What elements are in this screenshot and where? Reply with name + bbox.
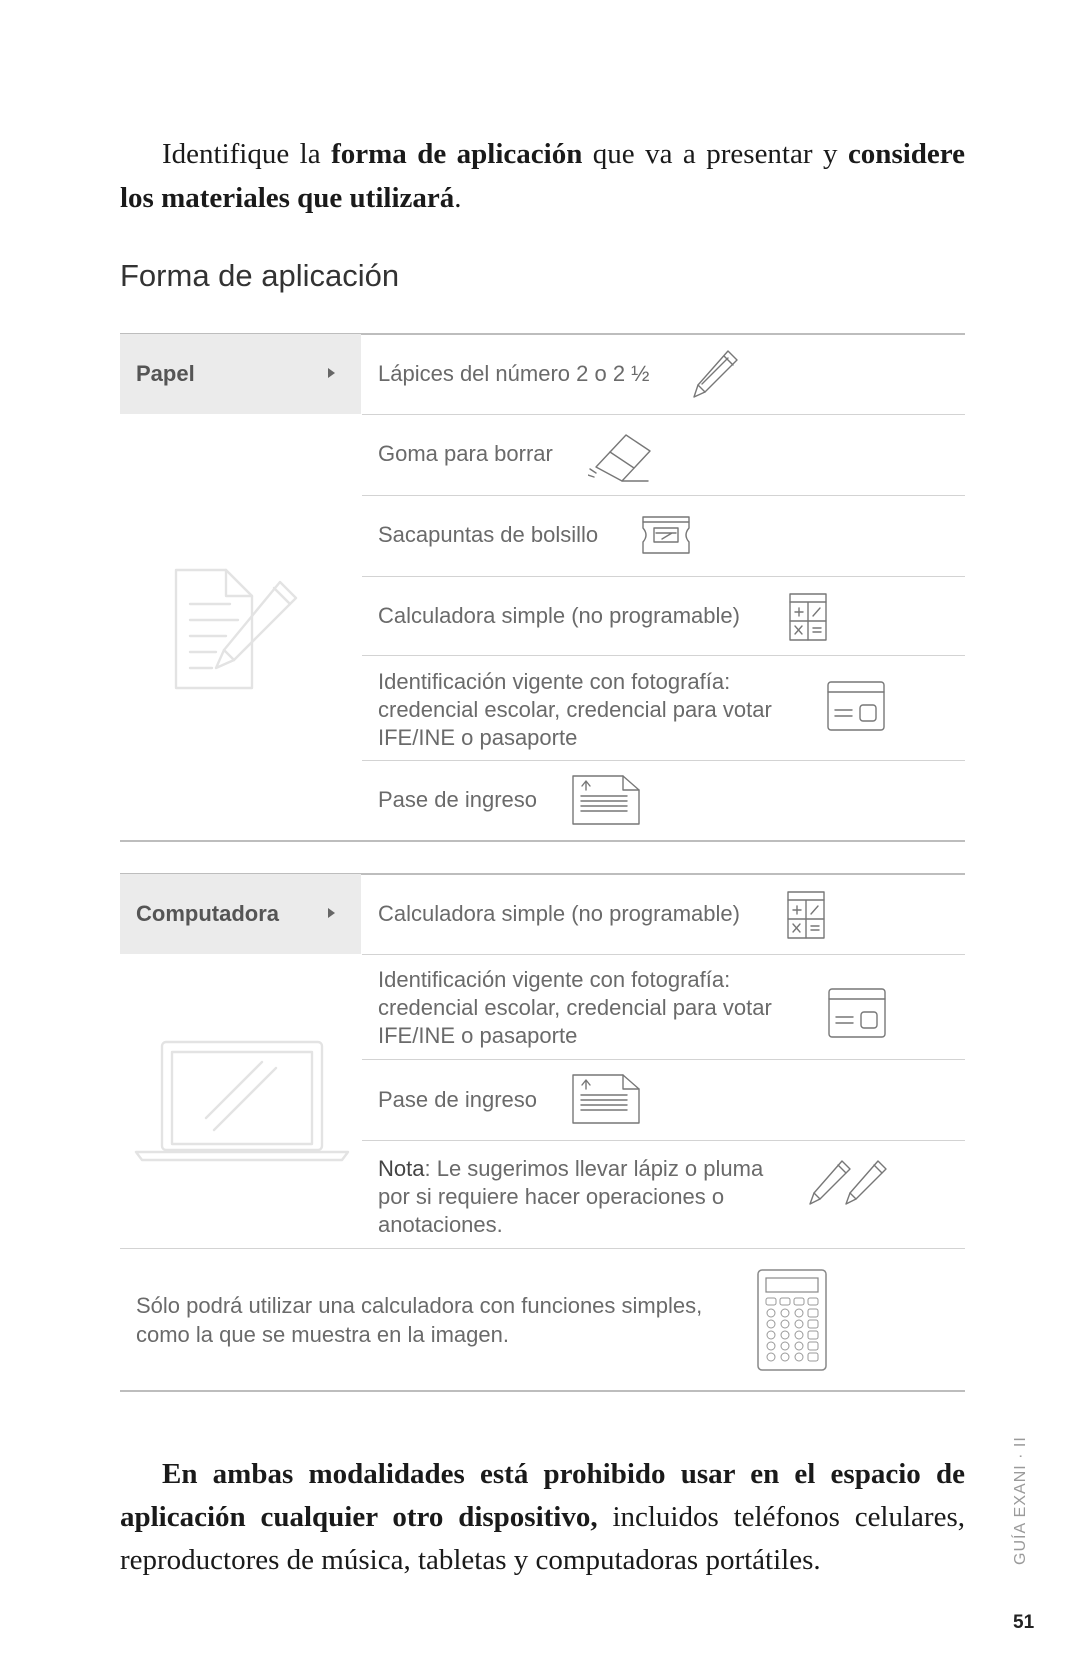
outro-paragraph <box>120 1453 965 1582</box>
papel-item-calculator <box>362 577 965 655</box>
intro-text-3: . <box>454 182 462 214</box>
laptop-illustration <box>134 1036 350 1168</box>
id-card-icon <box>826 680 886 732</box>
computadora-item-id <box>362 955 965 1059</box>
calculator-note: Sólo podrá utilizar una calculadora con funciones simples, como la que se muestra en la imagen. <box>136 1293 703 1347</box>
pencil-icon <box>690 348 740 400</box>
computadora-item-calculator <box>362 874 965 954</box>
pencils-icon <box>808 1157 894 1213</box>
paper-exam-illustration <box>168 560 318 696</box>
outro-text: incluidos teléfonos celulares, reproductores de música, tabletas y computadoras portátiles. <box>120 1501 965 1576</box>
computadora-item-pass <box>362 1060 965 1140</box>
page-number: 51 <box>1013 1612 1035 1633</box>
outro-bold: En ambas modalidades está prohibido usar en el espacio de aplicación cualquier otro dispositivo, <box>120 1458 965 1533</box>
papel-item-text: Identificación vigente con fotografía: credencial escolar, credencial para votar IFE/INE o pasaporte <box>378 669 772 750</box>
computadora-category <box>120 874 361 954</box>
id-card-icon <box>827 987 887 1039</box>
intro-text-2: que va a presentar y <box>582 138 848 170</box>
calculator-image <box>756 1268 828 1372</box>
papel-item-text: Calculadora simple (no programable) <box>378 603 740 628</box>
papel-item-pass <box>362 761 965 839</box>
admission-pass-icon <box>571 1073 641 1125</box>
papel-item-pencils <box>362 334 965 414</box>
computadora-label: Computadora <box>136 901 279 926</box>
note-label: Nota <box>378 1156 425 1181</box>
section-title: Forma de aplicación <box>120 258 400 293</box>
side-running-label: GUÍA EXANI · II <box>1012 1436 1029 1565</box>
papel-label: Papel <box>136 361 195 386</box>
papel-bottom-rule <box>120 840 965 842</box>
papel-item-text: Pase de ingreso <box>378 787 537 812</box>
papel-arrow-icon <box>328 368 335 378</box>
intro-bold-1: forma de aplicación <box>331 138 583 170</box>
admission-pass-icon <box>571 774 641 826</box>
papel-item-id <box>362 656 965 760</box>
computadora-item-text: Identificación vigente con fotografía: credencial escolar, credencial para votar IFE/INE o pasaporte <box>378 967 772 1048</box>
table-bottom-rule <box>120 1390 965 1392</box>
papel-category <box>120 334 361 414</box>
intro-paragraph <box>120 132 965 220</box>
papel-item-eraser <box>362 415 965 495</box>
papel-item-text: Lápices del número 2 o 2 ½ <box>378 361 650 386</box>
calculator-icon <box>788 592 828 642</box>
computadora-note-row <box>362 1141 965 1247</box>
calculator-icon <box>786 890 826 940</box>
papel-item-text: Goma para borrar <box>378 441 553 466</box>
eraser-icon <box>588 429 658 485</box>
computadora-note <box>378 1155 788 1239</box>
row-divider <box>120 1248 965 1249</box>
intro-bold-2: considere los materiales que utilizará <box>120 138 965 214</box>
computadora-item-text: Calculadora simple (no programable) <box>378 901 740 926</box>
papel-item-sharpener <box>362 496 965 576</box>
sharpener-icon <box>640 512 692 558</box>
computadora-item-text: Pase de ingreso <box>378 1087 537 1112</box>
note-text: : Le sugerimos llevar lápiz o pluma por si requiere hacer operaciones o anotaciones. <box>378 1156 764 1237</box>
papel-item-text: Sacapuntas de bolsillo <box>378 522 599 547</box>
computadora-arrow-icon <box>328 908 335 918</box>
intro-text-1: Identifique la <box>162 138 332 170</box>
